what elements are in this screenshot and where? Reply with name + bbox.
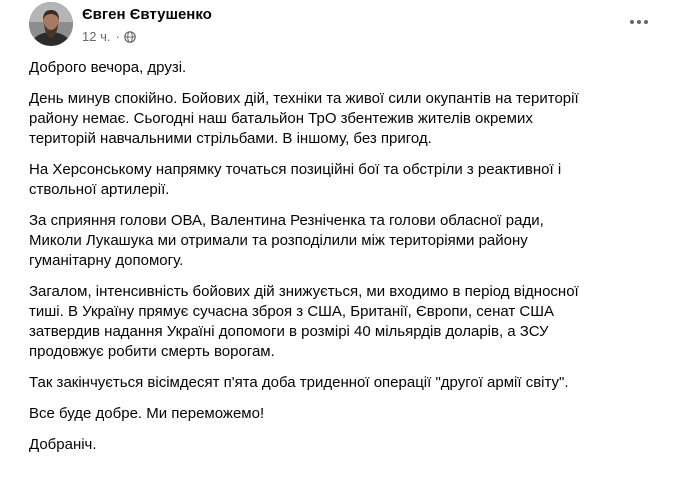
author-name[interactable]: Євген Євтушенко <box>82 6 212 23</box>
globe-icon <box>124 31 136 43</box>
post-content <box>29 58 669 466</box>
post-header <box>29 2 669 48</box>
post-paragraph-greeting: Доброго вечора, друзі. <box>29 59 187 76</box>
post-paragraph: Все буде добре. Ми переможемо! <box>29 405 265 422</box>
more-options-icon <box>629 19 649 25</box>
meta-separator: · <box>115 29 120 44</box>
post-paragraph: Загалом, інтенсивність бойових дій знижується, ми входимо в період відносної тиші. В Україну прямує сучасна зброя з США, Британії, Європи, сенат США затвердив надання Україні допомоги в розмірі 40 мільярдів доларів, а ЗСУ продовжує робити смерть ворогам. <box>29 283 579 360</box>
avatar-image <box>29 2 73 46</box>
post-meta <box>82 29 136 44</box>
more-options-button[interactable] <box>625 8 653 36</box>
post-paragraph-closing: Добраніч. <box>29 436 97 453</box>
post-timestamp[interactable]: 12 ч. <box>82 29 111 44</box>
post-paragraph: День минув спокійно. Бойових дій, техніки та живої сили окупантів на території району немає. Сьогодні наш батальйон ТрО збентежив жителів окремих територій навчальними стрільбами. В іншому, без пригод. <box>29 90 579 147</box>
post-paragraph: На Херсонському напрямку точаться позиційні бої та обстріли з реактивної і ствольної артилерії. <box>29 161 562 198</box>
post-paragraph: За сприяння голови ОВА, Валентина Резніченка та голови обласної ради, Миколи Лукашука ми отримали та розподілили між територіями району гуманітарну допомогу. <box>29 212 544 269</box>
post-paragraph: Так закінчується вісімдесят п'ята доба триденної операції "другої армії світу". <box>29 374 569 391</box>
avatar[interactable] <box>29 2 73 46</box>
